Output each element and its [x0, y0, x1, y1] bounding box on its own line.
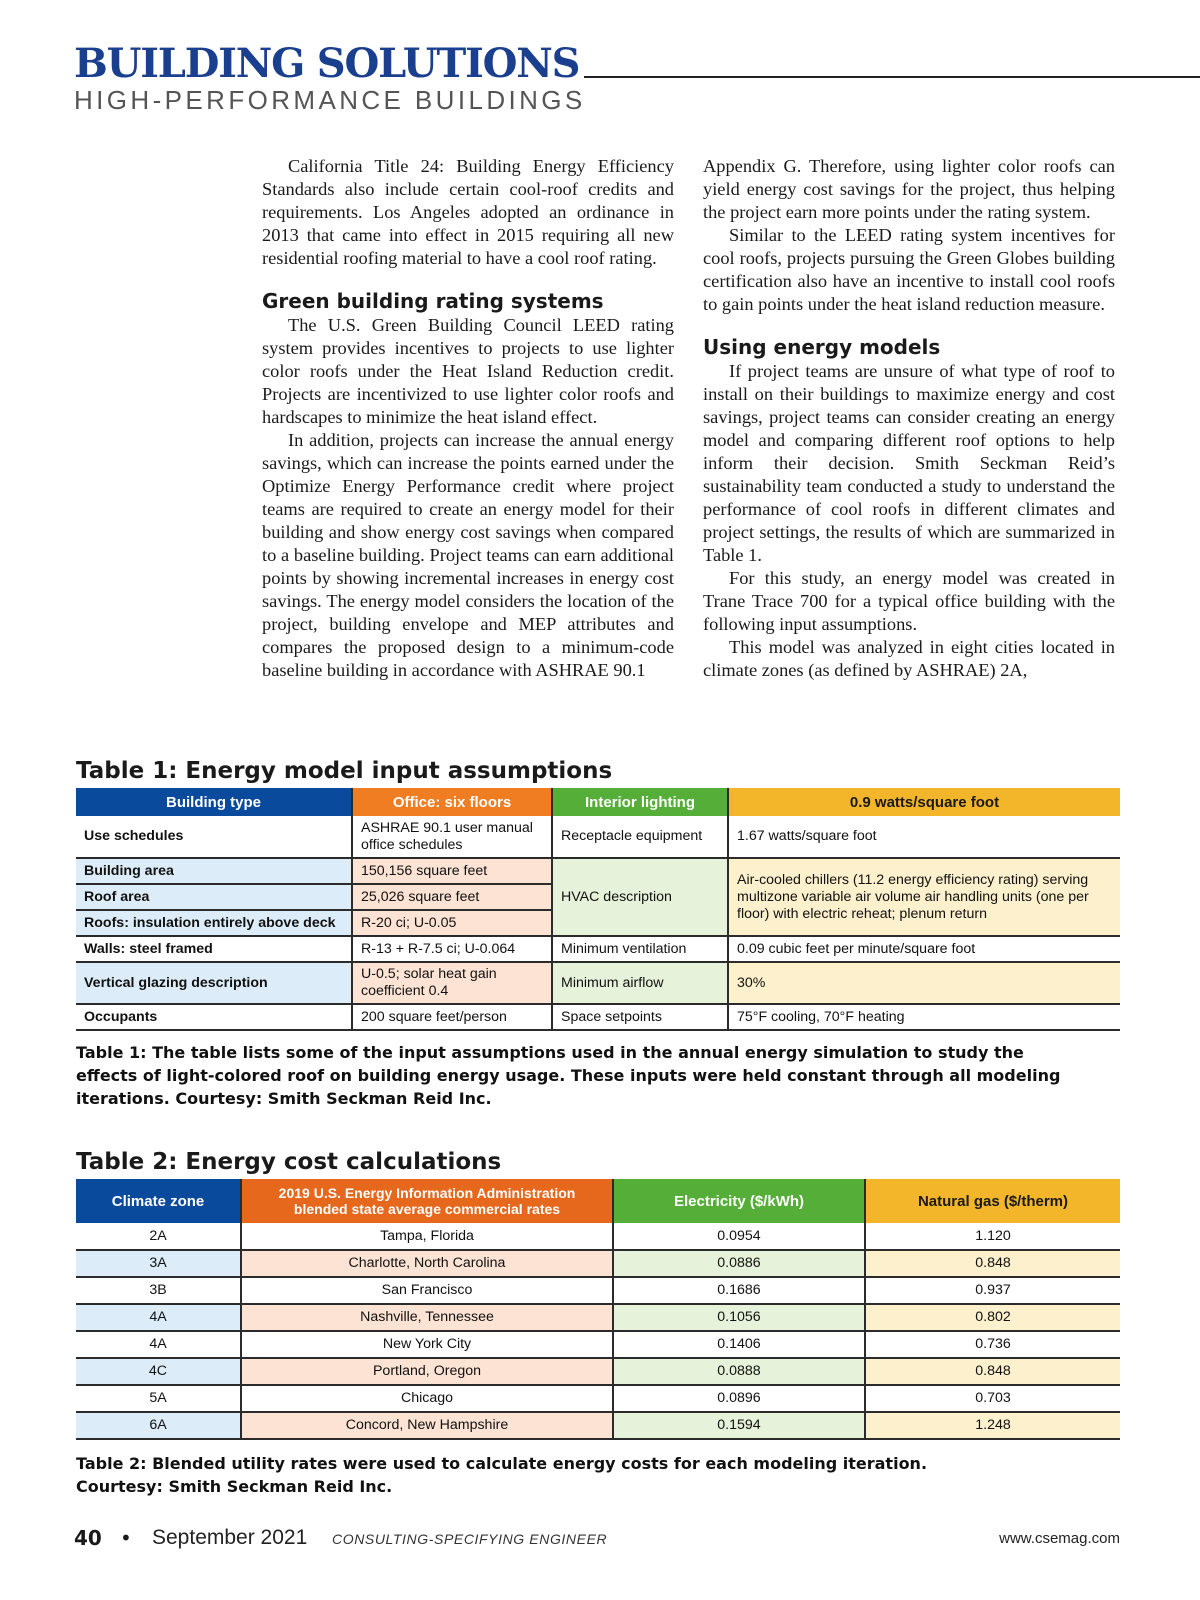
table-row: [76, 1304, 1120, 1331]
table-header-cell: 2019 U.S. Energy Information Administration blended state average commercial rates: [241, 1179, 613, 1223]
table-row: [76, 1331, 1120, 1358]
table-header-row: [76, 1179, 1120, 1223]
table-row: [76, 1223, 1120, 1250]
table-cell: 150,156 square feet: [352, 858, 552, 884]
table-header-row: [76, 788, 1120, 816]
table-cell: 0.937: [865, 1277, 1120, 1304]
paragraph: Similar to the LEED rating system incentives for cool roofs, projects pursuing the Green Globes building certification also have an incentive to install cool roofs to gain points under the heat island reduction measure.: [703, 225, 1115, 314]
subheading-energy-models: Using energy models: [703, 335, 941, 359]
table-cell: 30%: [728, 962, 1120, 1004]
table-cell: New York City: [241, 1331, 613, 1358]
table-cell: Roofs: insulation entirely above deck: [76, 910, 352, 936]
table-cell: 0.1056: [613, 1304, 865, 1331]
table-row: [76, 816, 1120, 858]
table1-caption: Table 1: The table lists some of the input assumptions used in the annual energy simulation to study the effects of light-colored roof on building energy usage. These inputs were held constant through all modeling iterations. Courtesy: Smith Seckman Reid Inc.: [76, 1043, 1061, 1108]
table-cell: Charlotte, North Carolina: [241, 1250, 613, 1277]
table-cell: 0.1686: [613, 1277, 865, 1304]
table-row: [76, 1358, 1120, 1385]
paragraph: The U.S. Green Building Council LEED rating system provides incentives to projects to use lighter color roofs under the Heat Island Reduction credit. Projects are incentivized to use lighter color roofs and hardscapes to minimize the heat island effect.: [262, 315, 674, 427]
table-header-cell: 0.9 watts/square foot: [728, 788, 1120, 816]
table-header-cell: Office: six floors: [352, 788, 552, 816]
table-cell: Receptacle equipment: [552, 816, 728, 858]
table-header-cell: Climate zone: [76, 1179, 241, 1223]
table2: [76, 1179, 1120, 1440]
table-cell: HVAC description: [552, 858, 728, 936]
table-cell: 0.848: [865, 1250, 1120, 1277]
table-cell: Space setpoints: [552, 1004, 728, 1030]
table-cell: 3A: [76, 1250, 241, 1277]
table-cell: San Francisco: [241, 1277, 613, 1304]
table-cell: 3B: [76, 1277, 241, 1304]
table-cell: R-13 + R-7.5 ci; U-0.064: [352, 936, 552, 962]
table2-title: Table 2: Energy cost calculations: [76, 1149, 502, 1175]
table2-block: [76, 1147, 1122, 1498]
table-row: [76, 962, 1120, 1004]
table-header-cell: Building type: [76, 788, 352, 816]
table1-title: Table 1: Energy model input assumptions: [76, 758, 613, 784]
table-cell: 0.736: [865, 1331, 1120, 1358]
table-cell: 0.0896: [613, 1385, 865, 1412]
table-cell: Air-cooled chillers (11.2 energy efficiency rating) serving multizone variable air volume air handling units (one per floor) with electric reheat; plenum return: [728, 858, 1120, 936]
subheading-green-building: Green building rating systems: [262, 289, 604, 313]
table-cell: 0.1594: [613, 1412, 865, 1439]
table-cell: Tampa, Florida: [241, 1223, 613, 1250]
table-cell: U-0.5; solar heat gain coefficient 0.4: [352, 962, 552, 1004]
table-row: [76, 1412, 1120, 1439]
paragraph: In addition, projects can increase the annual energy savings, which can increase the points earned under the Optimize Energy Performance credit where project teams are required to create an energy model for their building and show energy cost savings when compared to a baseline building. Project teams can earn additional points by showing incremental increases in energy cost savings. The energy model considers the location of the project, building envelope and MEP attributes and compares the proposed design to a minimum-code baseline building in accordance with ASHRAE 90.1: [262, 430, 674, 680]
table-row: [76, 1277, 1120, 1304]
table-cell: Building area: [76, 858, 352, 884]
table-row: [76, 936, 1120, 962]
website-link[interactable]: www.csemag.com: [999, 1530, 1120, 1547]
table-cell: R-20 ci; U-0.05: [352, 910, 552, 936]
table-row: [76, 1250, 1120, 1277]
table1: [76, 788, 1120, 1031]
table-cell: Portland, Oregon: [241, 1358, 613, 1385]
table-cell: 0.848: [865, 1358, 1120, 1385]
header-rule: [584, 76, 1200, 78]
table-cell: 0.0886: [613, 1250, 865, 1277]
issue-date: September 2021: [152, 1526, 308, 1549]
table-header-cell: Natural gas ($/therm): [865, 1179, 1120, 1223]
paragraph: Appendix G. Therefore, using lighter color roofs can yield energy cost savings for the project, thus helping the project earn more points under the rating system.: [703, 156, 1115, 222]
table-cell: Walls: steel framed: [76, 936, 352, 962]
table-cell: 1.120: [865, 1223, 1120, 1250]
table-header-cell: Electricity ($/kWh): [613, 1179, 865, 1223]
table-cell: 25,026 square feet: [352, 884, 552, 910]
table-cell: 0.0888: [613, 1358, 865, 1385]
table-cell: 1.67 watts/square foot: [728, 816, 1120, 858]
table1-block: [76, 756, 1122, 1110]
table-cell: Occupants: [76, 1004, 352, 1030]
table-cell: 6A: [76, 1412, 241, 1439]
table-cell: 1.248: [865, 1412, 1120, 1439]
article-column-left: [262, 155, 674, 682]
table-cell: Vertical glazing description: [76, 962, 352, 1004]
paragraph: If project teams are unsure of what type of roof to install on their buildings to maximize energy and cost savings, project teams can consider creating an energy model and comparing different roof options to help inform their decision. Smith Seckman Reid’s sustainability team conducted a study to understand the performance of cool roofs in different climates and project settings, the results of which are summarized in Table 1.: [703, 361, 1115, 565]
table-cell: 75°F cooling, 70°F heating: [728, 1004, 1120, 1030]
table-header-cell: Interior lighting: [552, 788, 728, 816]
article-column-right: [703, 155, 1115, 682]
table-cell: 4A: [76, 1304, 241, 1331]
table-cell: 0.0954: [613, 1223, 865, 1250]
table-cell: 0.802: [865, 1304, 1120, 1331]
table-cell: 2A: [76, 1223, 241, 1250]
section-subtitle: HIGH-PERFORMANCE BUILDINGS: [74, 85, 586, 115]
page-number: 40: [74, 1526, 102, 1550]
table-cell: Nashville, Tennessee: [241, 1304, 613, 1331]
table-cell: ASHRAE 90.1 user manual office schedules: [352, 816, 552, 858]
table-cell: Concord, New Hampshire: [241, 1412, 613, 1439]
table-row: [76, 1385, 1120, 1412]
footer-bullet: •: [120, 1526, 132, 1550]
paragraph: California Title 24: Building Energy Efficiency Standards also include certain cool-roof credits and requirements. Los Angeles adopted an ordinance in 2013 that came into effect in 2015 requiring all new residential roofing material to have a cool roof rating.: [262, 156, 674, 268]
table-cell: Minimum airflow: [552, 962, 728, 1004]
table-cell: 0.1406: [613, 1331, 865, 1358]
paragraph: For this study, an energy model was created in Trane Trace 700 for a typical office building with the following input assumptions.: [703, 568, 1115, 634]
table-cell: Chicago: [241, 1385, 613, 1412]
table-row: [76, 1004, 1120, 1030]
table-cell: Use schedules: [76, 816, 352, 858]
table-cell: 4C: [76, 1358, 241, 1385]
table-cell: 0.09 cubic feet per minute/square foot: [728, 936, 1120, 962]
magazine-name: CONSULTING-SPECIFYING ENGINEER: [332, 1531, 608, 1547]
table-cell: 200 square feet/person: [352, 1004, 552, 1030]
page-footer: [74, 1526, 1120, 1556]
table-row: [76, 858, 1120, 884]
table-cell: 0.703: [865, 1385, 1120, 1412]
table-cell: 4A: [76, 1331, 241, 1358]
table-cell: Roof area: [76, 884, 352, 910]
table-cell: Minimum ventilation: [552, 936, 728, 962]
paragraph: This model was analyzed in eight cities located in climate zones (as defined by ASHRAE) 2A,: [703, 637, 1115, 680]
table-cell: 5A: [76, 1385, 241, 1412]
table2-caption: Table 2: Blended utility rates were used to calculate energy costs for each modeling iteration. Courtesy: Smith Seckman Reid Inc.: [76, 1454, 928, 1496]
section-title: BUILDING SOLUTIONS: [74, 40, 580, 87]
